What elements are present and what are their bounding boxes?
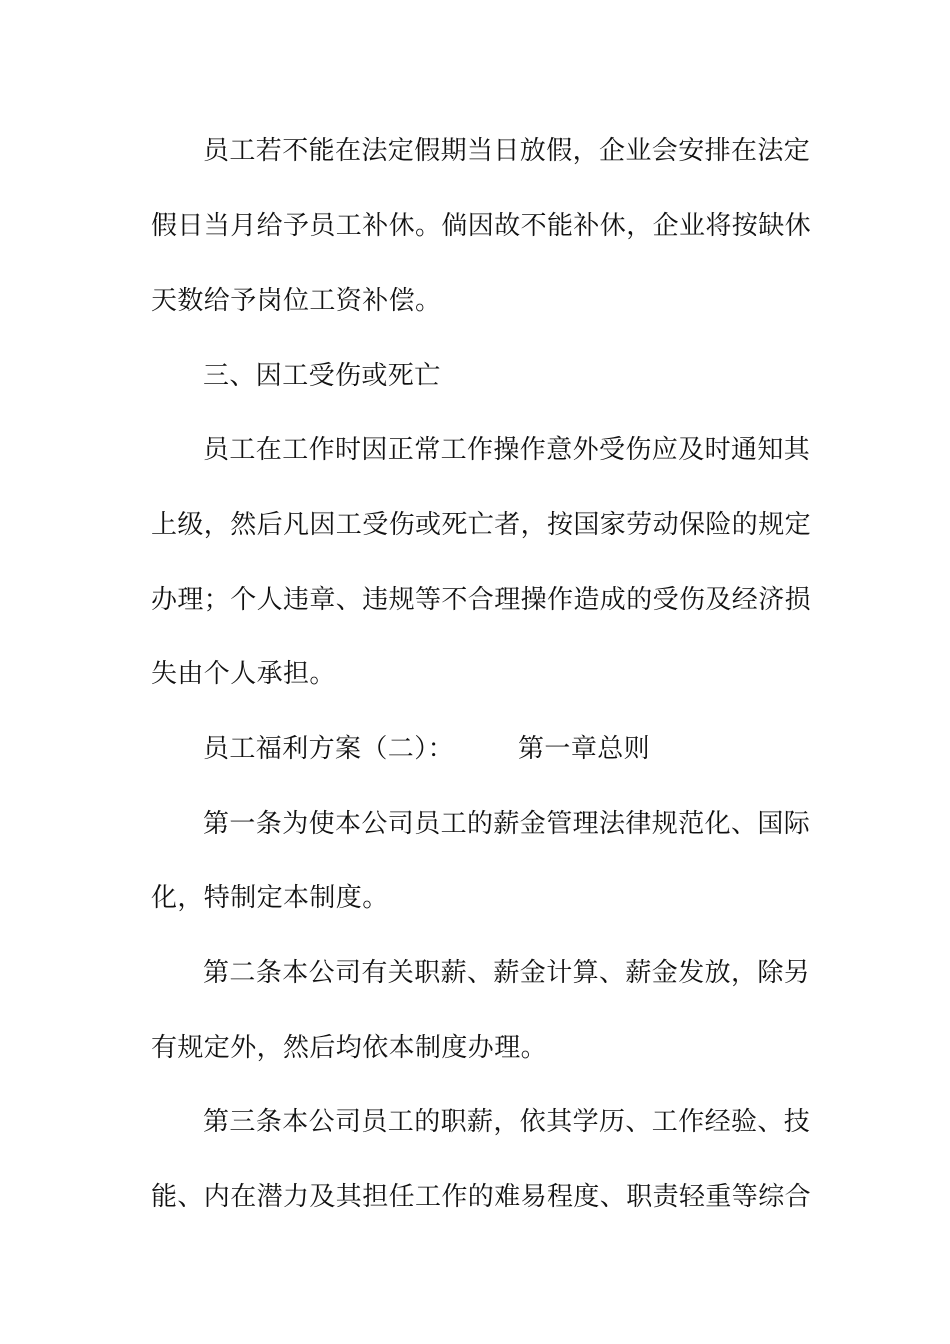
paragraph-line: 上级，然后凡因工受伤或死亡者，按国家劳动保险的规定 (151, 510, 812, 540)
paragraph-line: 员工若不能在法定假期当日放假，企业会安排在法定 (203, 136, 811, 166)
paragraph-line: 办理；个人违章、违规等不合理操作造成的受伤及经济损 (151, 585, 812, 615)
chapter-title: 第一章总则 (518, 734, 651, 764)
paragraph-line: 化，特制定本制度。 (151, 883, 389, 913)
scheme-heading-line (203, 731, 863, 767)
paragraph-line: 第三条本公司员工的职薪，依其学历、工作经验、技 (203, 1107, 811, 1137)
paragraph-line: 天数给予岗位工资补偿。 (151, 286, 442, 316)
paragraph-line: 失由个人承担。 (151, 659, 336, 689)
scheme-title: 员工福利方案（二）： (203, 734, 455, 764)
paragraph-line: 员工在工作时因正常工作操作意外受伤应及时通知其 (203, 435, 811, 465)
section-heading: 三、因工受伤或死亡 (203, 361, 441, 391)
paragraph-line: 有规定外，然后均依本制度办理。 (151, 1033, 548, 1063)
paragraph-line: 能、内在潜力及其担任工作的难易程度、职责轻重等综合 (151, 1182, 812, 1212)
paragraph-line: 假日当月给予员工补休。倘因故不能补休，企业将按缺休 (151, 211, 812, 241)
paragraph-line: 第一条为使本公司员工的薪金管理法律规范化、国际 (203, 809, 811, 839)
paragraph-line: 第二条本公司有关职薪、薪金计算、薪金发放，除另 (203, 958, 811, 988)
